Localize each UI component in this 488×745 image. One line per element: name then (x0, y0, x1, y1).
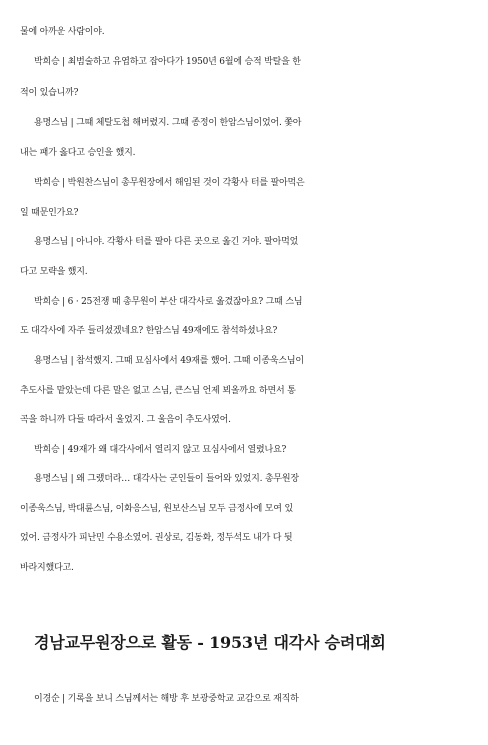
text-line: 내는 패가 옳다고 승인을 했지. (20, 148, 136, 158)
text-line: 이종욱스님, 박대륜스님, 이화응스님, 원보산스님 모두 금정사에 모여 있 (20, 504, 293, 514)
text-line: 박희승 | 최범술하고 유엽하고 잡아다가 1950년 6월에 승적 박탈을 한 (34, 57, 301, 67)
text-line: 다고 모략을 했지. (20, 267, 88, 277)
text-line: 용명스님 | 그때 체탈도첩 해버렸지. 그때 종정이 한암스님이었어. 쫓아 (34, 118, 302, 128)
text-line: 용명스님 | 참석했지. 그때 묘심사에서 49재를 했어. 그때 이종욱스님이 (34, 356, 304, 366)
text-line: 이경순 | 기록을 보니 스님께서는 해방 후 보광중학교 교감으로 재직하 (34, 694, 299, 704)
text-line: 박희승 | 박원찬스님이 총무원장에서 해임된 것이 각황사 터를 팔아먹은 (34, 178, 305, 188)
text-line: 박희승 | 6 · 25전쟁 때 총무원이 부산 대각사로 옮겼잖아요? 그때 스님 (34, 297, 303, 307)
text-line: 용명스님 | 왜 그랬더라… 대각사는 군인들이 들어와 있었지. 총무원장 (34, 474, 299, 484)
text-line: 적이 있습니까? (20, 88, 79, 98)
text-line: 바라지했다고. (20, 563, 74, 573)
text-line: 물에 아까운 사람이야. (20, 27, 105, 37)
text-line: 었어. 금정사가 피난민 수용소였어. 권상로, 김동화, 정두석도 내가 다 뒷 (20, 533, 293, 543)
text-line: 일 때문인가요? (20, 208, 79, 218)
section-heading: 경남교무원장으로 활동 - 1953년 대각사 승려대회 (34, 633, 386, 652)
text-line: 용명스님 | 아니야. 각황사 터를 팔아 다른 곳으로 옮긴 거야. 팔아먹었 (34, 237, 299, 247)
text-line: 추도사를 맡았는데 다른 말은 없고 스님, 큰스님 언제 뵈올까요 하면서 통 (20, 386, 296, 396)
text-line: 곡을 하니까 다들 따라서 울었지. 그 울음이 추도사였어. (20, 415, 231, 425)
text-line: 도 대각사에 자주 들리셨겠네요? 한암스님 49재에도 참석하셨나요? (20, 326, 278, 336)
text-line: 박희승 | 49재가 왜 대각사에서 열리지 않고 묘심사에서 열렸나요? (34, 445, 287, 455)
